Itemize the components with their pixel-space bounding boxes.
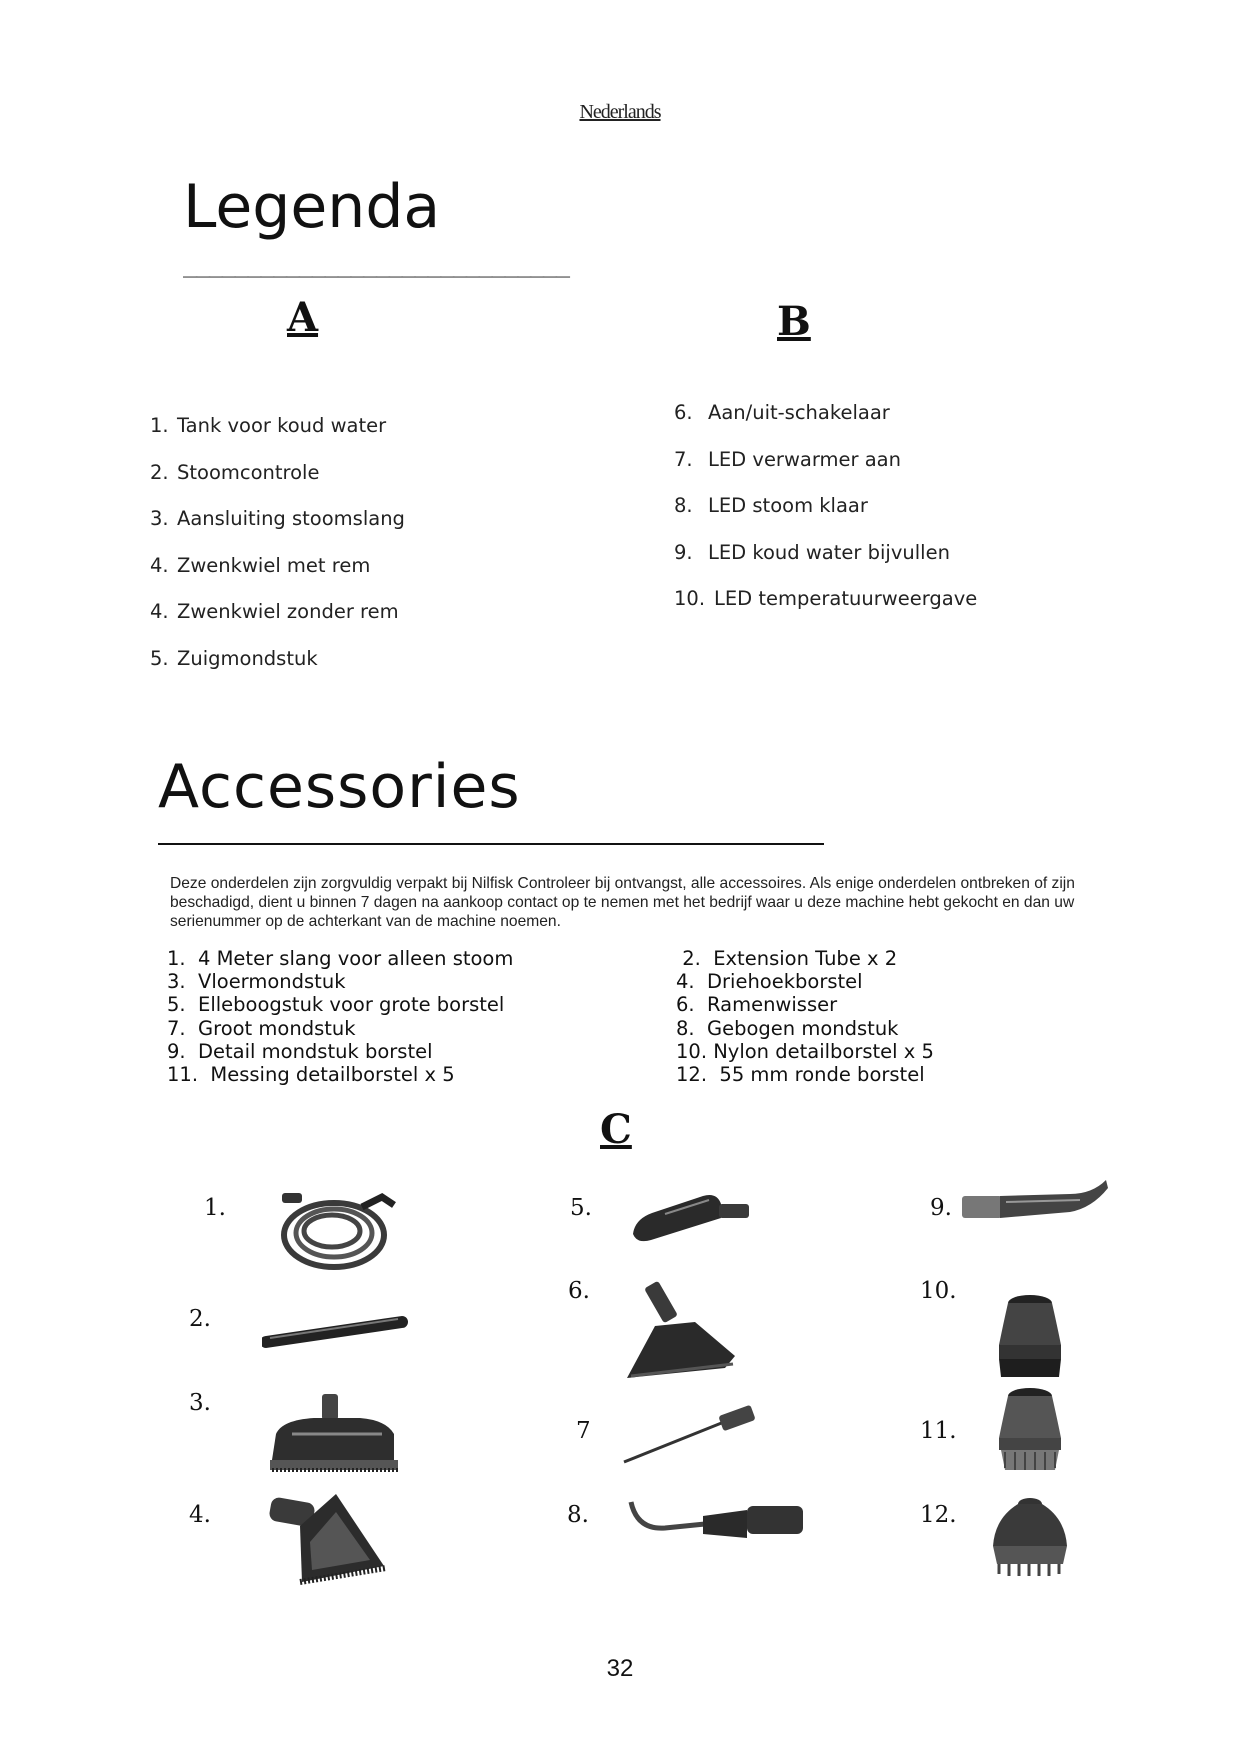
- item-number: 6.: [674, 401, 693, 424]
- accessories-title: Accessories: [158, 752, 521, 822]
- brass-brush-image: [985, 1378, 1075, 1478]
- list-item: 11. Messing detailborstel x 5: [167, 1062, 455, 1086]
- list-item: 7. Groot mondstuk: [167, 1016, 356, 1040]
- figure-label-4: 4.: [189, 1502, 211, 1528]
- list-item: [150, 507, 405, 554]
- figure-label-5: 5.: [570, 1195, 592, 1221]
- list-item: [674, 401, 977, 448]
- language-header: Nederlands: [579, 101, 661, 123]
- item-label: Stoomcontrole: [177, 460, 320, 484]
- item-label: Aan/uit-schakelaar: [708, 401, 890, 424]
- figure-label-2: 2.: [189, 1306, 211, 1332]
- elbow-piece-image: [625, 1178, 757, 1248]
- list-item: 4. Driehoekborstel: [676, 970, 863, 994]
- accessories-rule: [158, 843, 824, 845]
- page-number: 32: [606, 1655, 634, 1682]
- list-item: 6. Ramenwisser: [676, 993, 838, 1017]
- item-label: Zuigmondstuk: [177, 646, 318, 670]
- item-number: 4.: [150, 553, 169, 577]
- accessories-intro: Deze onderdelen zijn zorgvuldig verpakt bij Nilfisk Controleer bij ontvangst, alle accessoires. Als enige onderdelen ontbreken of zijn beschadigd, dient u binnen 7 dagen na aankoop contact op te nemen met het bedrijf waar u deze machine hebt gekocht en dan uw serienummer op de achterkant van de machine noemen.: [170, 875, 1075, 930]
- list-item: [150, 414, 405, 461]
- figure-label-9: 9.: [930, 1195, 952, 1221]
- accessories-list-right: [676, 947, 934, 1086]
- list-item: [150, 461, 405, 508]
- legenda-list-a: [150, 414, 405, 694]
- figure-label-8: 8.: [567, 1502, 589, 1528]
- section-a-label: A: [287, 294, 319, 341]
- item-label: Aansluiting stoomslang: [177, 507, 405, 531]
- legenda-rule: ______________________________: [183, 250, 569, 278]
- item-number: 1.: [150, 414, 169, 437]
- accessories-list-left: [167, 947, 513, 1086]
- round-brush-image: [985, 1490, 1075, 1580]
- list-item: [674, 448, 977, 495]
- curved-nozzle-image: [625, 1494, 807, 1550]
- floor-nozzle-image: [262, 1390, 410, 1480]
- extension-tube-image: [262, 1308, 410, 1352]
- item-label: LED verwarmer aan: [708, 447, 901, 471]
- figure-label-7: 7: [576, 1418, 591, 1444]
- item-number: 3.: [150, 507, 169, 531]
- window-squeegee-image: [625, 1276, 745, 1380]
- section-b-label: B: [777, 298, 811, 345]
- list-item: 12. 55 mm ronde borstel: [676, 1062, 925, 1086]
- item-number: 10.: [674, 587, 706, 611]
- item-number: 2.: [150, 460, 169, 484]
- figure-label-12: 12.: [920, 1502, 957, 1528]
- list-item: [674, 494, 977, 541]
- list-item: 8. Gebogen mondstuk: [676, 1016, 899, 1040]
- item-label: Zwenkwiel met rem: [177, 553, 371, 577]
- list-item: 9. Detail mondstuk borstel: [167, 1039, 433, 1063]
- section-c-label: C: [600, 1106, 632, 1153]
- figure-label-11: 11.: [920, 1418, 957, 1444]
- list-item: [674, 587, 977, 634]
- legenda-title: Legenda: [183, 172, 441, 242]
- list-item: 3. Vloermondstuk: [167, 970, 346, 994]
- item-number: 5.: [150, 646, 169, 670]
- list-item: [150, 600, 405, 647]
- list-item: 10. Nylon detailborstel x 5: [676, 1039, 934, 1063]
- figure-label-3: 3.: [189, 1390, 211, 1416]
- list-item: 2. Extension Tube x 2: [676, 947, 898, 970]
- item-number: 8.: [674, 494, 693, 518]
- list-item: [150, 647, 405, 694]
- large-nozzle-image: [620, 1400, 760, 1470]
- list-item: 1. 4 Meter slang voor alleen stoom: [167, 947, 514, 970]
- item-number: 9.: [674, 540, 693, 564]
- item-label: LED stoom klaar: [708, 494, 868, 518]
- item-label: LED temperatuurweergave: [714, 587, 978, 611]
- item-number: 4.: [150, 600, 169, 624]
- figure-label-6: 6.: [568, 1278, 590, 1304]
- list-item: [674, 541, 977, 588]
- steam-hose-image: [272, 1185, 402, 1275]
- detail-nozzle-image: [960, 1178, 1110, 1228]
- item-label: Zwenkwiel zonder rem: [177, 600, 399, 624]
- list-item: [150, 554, 405, 601]
- item-label: Tank voor koud water: [177, 414, 387, 437]
- figure-label-1: 1.: [204, 1195, 226, 1221]
- list-item: 5. Elleboogstuk voor grote borstel: [167, 993, 505, 1017]
- item-label: LED koud water bijvullen: [708, 540, 950, 564]
- triangle-brush-image: [266, 1486, 396, 1596]
- nylon-brush-image: [985, 1285, 1075, 1385]
- figure-label-10: 10.: [920, 1278, 957, 1304]
- item-number: 7.: [674, 447, 693, 471]
- legenda-list-b: [674, 401, 977, 634]
